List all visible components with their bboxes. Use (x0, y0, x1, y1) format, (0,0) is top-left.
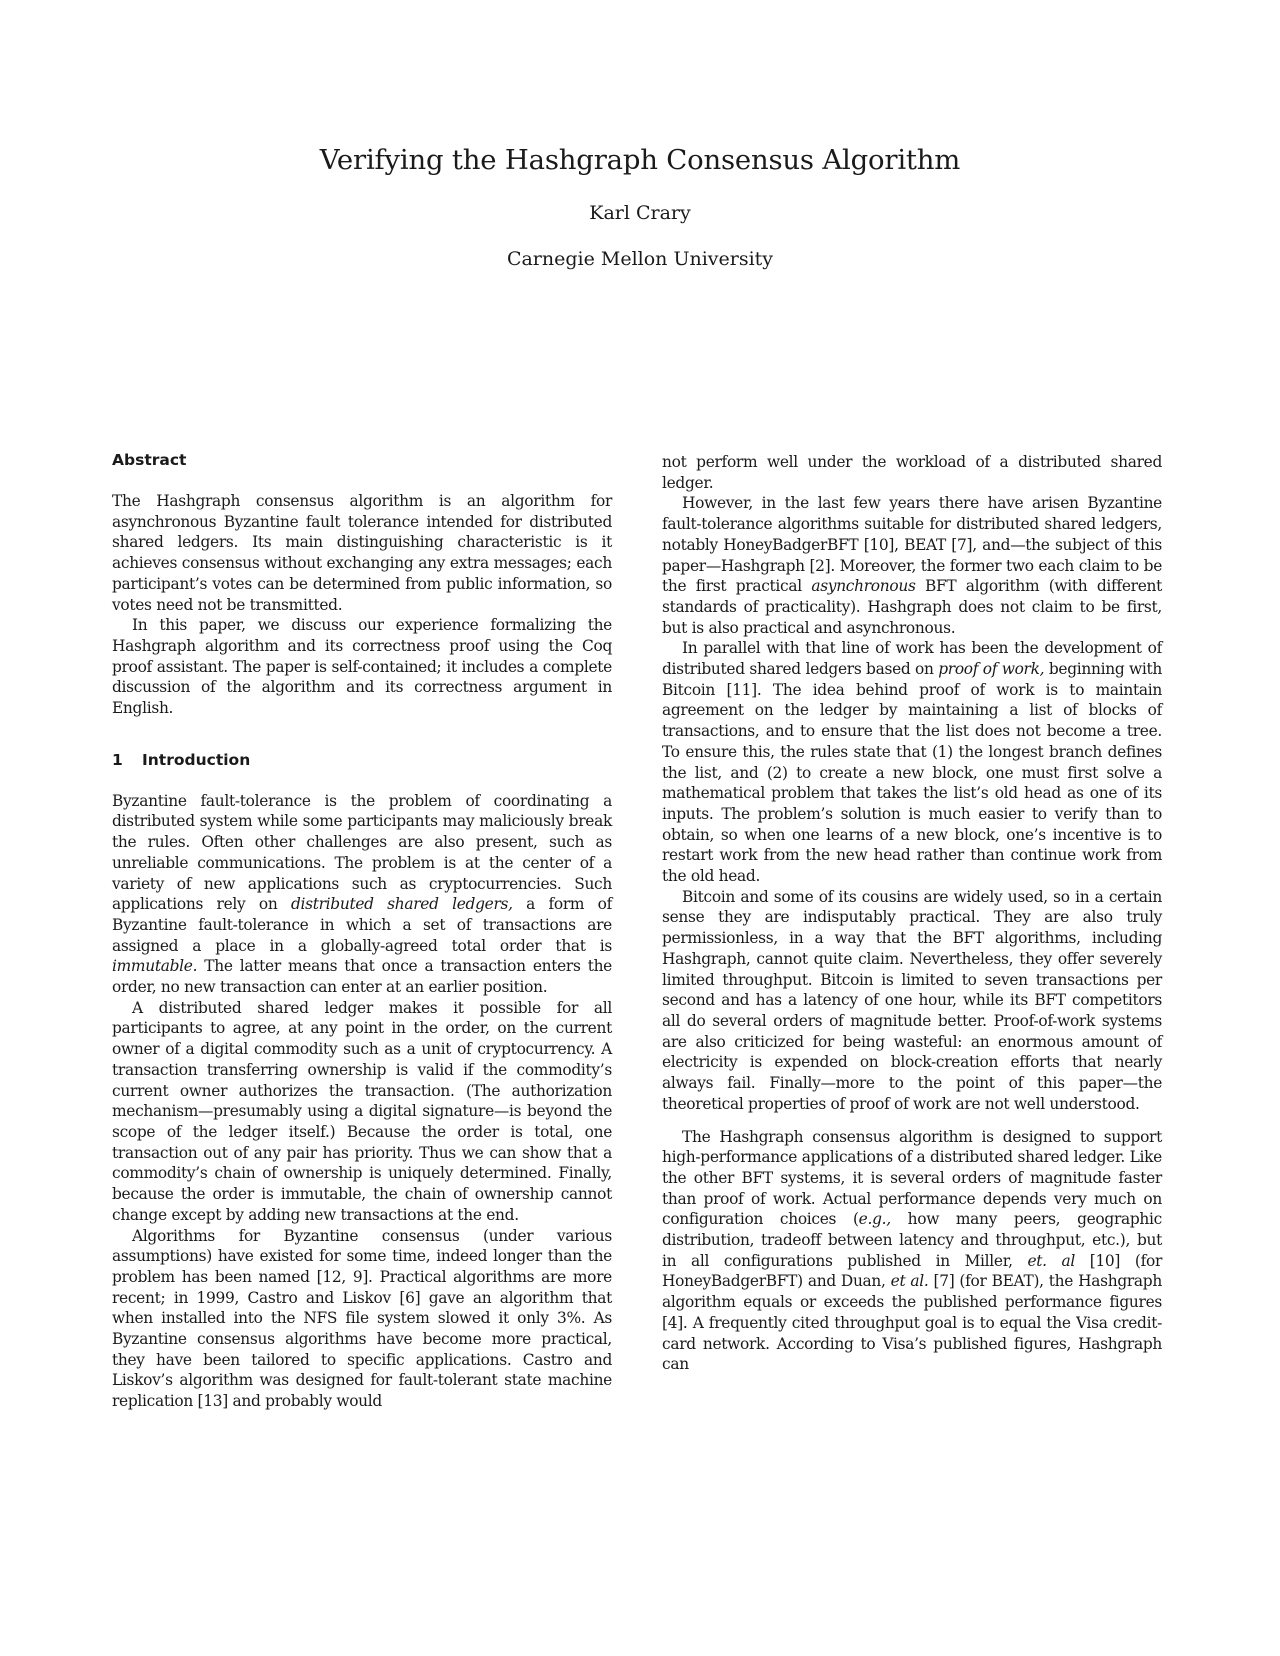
emphasis-text: et. al (1027, 1251, 1075, 1270)
body-paragraph: In parallel with that line of work has been the development of distributed shared ledgers based on proof of work, beginning with Bitcoin [11]. The idea behind proof of work is to maintain agreement on the ledger by maintaining a list of blocks of transactions, and to ensure that the list does not become a tree. To ensure this, the rules state that (1) the longest branch defines the list, and (2) to create a new block, one must first solve a mathematical problem that takes the list’s old head as one of its inputs. The problem’s solution is much easier to verify than to obtain, so when one learns of a new block, one’s incentive is to restart work from the new head rather than continue work from the old head. (662, 639, 1162, 886)
author-name: Karl Crary (589, 202, 691, 224)
paper-title: Verifying the Hashgraph Consensus Algorithm (319, 144, 961, 176)
body-paragraph: The Hashgraph consensus algorithm is designed to support high-performance applications of a distributed shared ledger. Like the other BFT systems, it is several orders of magnitude faster than proof of work. Actual performance depends very much on configuration choices (e.g., how many peers, geographic distribution, tradeoff between latency and throughput, etc.), but in all configurations published in Miller, et. al [10] (for HoneyBadgerBFT) and Duan, et al. [7] (for BEAT), the Hashgraph algorithm equals or exceeds the published performance figures [4]. A frequently cited throughput goal is to equal the Visa credit-card network. According to Visa’s published figures, Hashgraph can (662, 1127, 1163, 1374)
body-paragraph: Byzantine fault-tolerance is the problem of coordinating a distributed system while some participants may maliciously break the rules. Often other challenges are also present, such as unreliable communications. The problem is at the center of a variety of new applications such as cryptocurrencies. Such applications rely on distributed shared ledgers, a form of Byzantine fault-tolerance in which a set of transactions are assigned a place in a globally-agreed total order that is immutable. The latter means that once a transaction enters the order, no new transaction can enter at an earlier position. (112, 791, 612, 997)
emphasis-text: proof of work, (938, 660, 1045, 679)
abstract-heading: Abstract (112, 451, 187, 469)
emphasis-text: distributed shared ledgers, (290, 895, 513, 914)
emphasis-text: asynchronous (811, 577, 916, 596)
body-paragraph: However, in the last few years there have arisen Byzantine fault-tolerance algorithms suitable for distributed shared ledgers, notably HoneyBadgerBFT [10], BEAT [7], and—the subject of this paper—Hashgraph [2]. Moreover, the former two each claim to be the first practical asynchronous BFT algorithm (with different standards of practicality). Hashgraph does not claim to be first, but is also practical and asynchronous. (662, 494, 1163, 637)
emphasis-text: e.g., (858, 1210, 891, 1229)
body-paragraph-continued: not perform well under the workload of a distributed shared ledger. (662, 453, 1162, 492)
section-number: 1 (112, 750, 123, 769)
title-block (0, 142, 1280, 272)
section-heading-introduction (112, 750, 612, 770)
abstract-paragraph: The Hashgraph consensus algorithm is an algorithm for asynchronous Byzantine fault tolerance intended for distributed shared ledgers. Its main distinguishing characteristic is it achieves consensus without exchanging any extra messages; each participant’s votes can be determined from public information, so votes need not be transmitted. (112, 492, 612, 614)
body-paragraph: A distributed shared ledger makes it possible for all participants to agree, at any point in the order, on the current owner of a digital commodity such as a unit of cryptocurrency. A transaction transferring ownership is valid if the commodity’s current owner authorizes the transaction. (The authorization mechanism—presumably using a digital signature—is beyond the scope of the ledger itself.) Because the order is total, one transaction out of any pair has priority. Thus we can show that a commodity’s chain of ownership is uniquely determined. Finally, because the order is immutable, the chain of ownership cannot change except by adding new transactions at the end. (112, 998, 612, 1224)
author-affiliation: Carnegie Mellon University (506, 248, 774, 270)
emphasis-text: et al. (890, 1272, 929, 1291)
emphasis-text: immutable. (112, 957, 198, 976)
body-paragraph: Algorithms for Byzantine consensus (under various assumptions) have existed for some time, indeed longer than the problem has been named [12, 9]. Practical algorithms are more recent; in 1999, Castro and Liskov [6] gave an algorithm that when installed into the NFS file system slowed it only 3%. As Byzantine consensus algorithms have become more practical, they have been tailored to specific applications. Castro and Liskov’s algorithm was designed for fault-tolerant state machine replication [13] and probably would (112, 1226, 612, 1411)
left-column (112, 450, 612, 1412)
body-paragraph: Bitcoin and some of its cousins are widely used, so in a certain sense they are indisputably practical. They are also truly permissionless, in a way that the BFT algorithms, including Hashgraph, cannot quite claim. Nevertheless, they offer severely limited throughput. Bitcoin is limited to seven transactions per second and has a latency of one hour, while its BFT competitors all do several orders of magnitude better. Proof-of-work systems are also criticized for being wasteful: an enormous amount of electricity is expended on block-creation efforts that nearly always fail. Finally—more to the point of this paper—the theoretical properties of proof of work are not well understood. (662, 887, 1162, 1113)
right-column (662, 452, 1162, 1375)
section-title: Introduction (142, 750, 251, 769)
abstract-paragraph: In this paper, we discuss our experience formalizing the Hashgraph algorithm and its correctness proof using the Coq proof assistant. The paper is self-contained; it includes a complete discussion of the algorithm and its correctness argument in English. (112, 616, 612, 718)
